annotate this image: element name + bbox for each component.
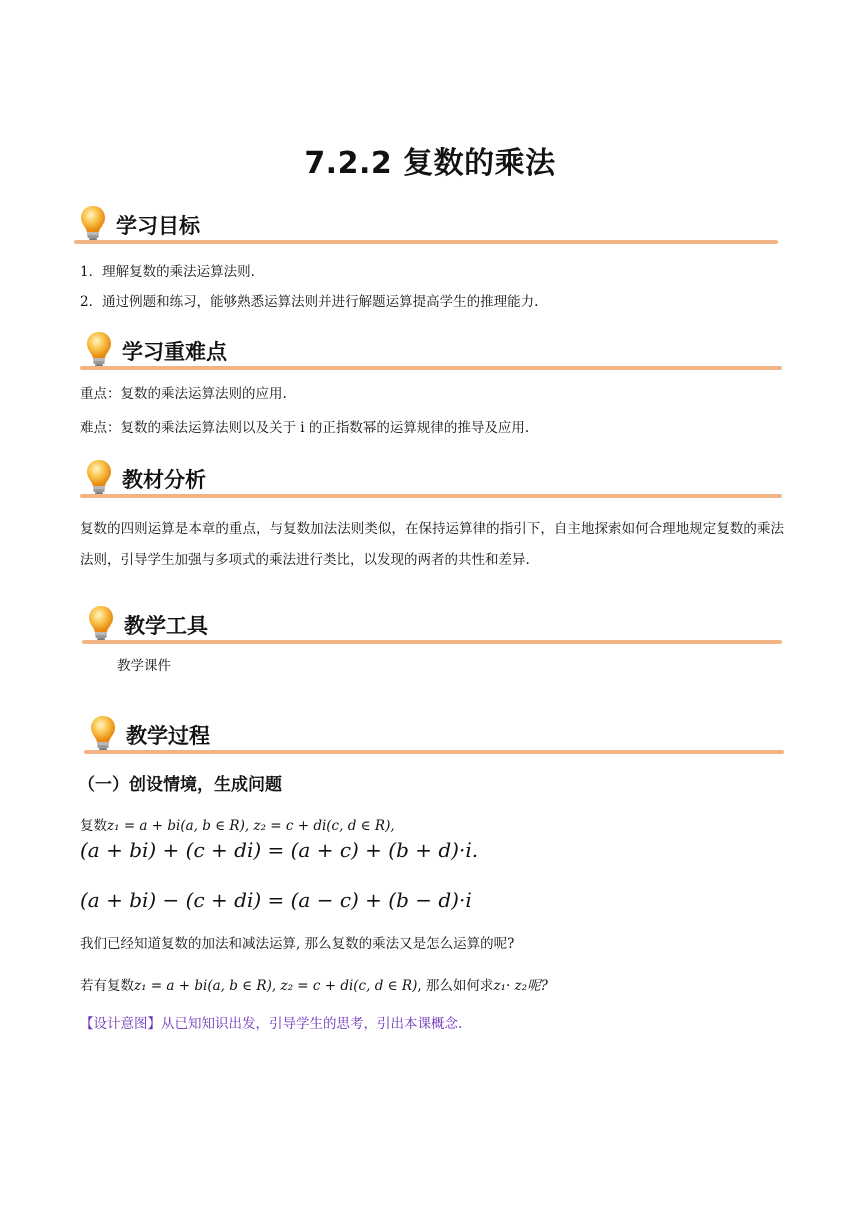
question2-math: z₁ = a + bi(a, b ∈ R), z₂ = c + di(c, d ∈ R) — [134, 978, 418, 994]
tools-text: 教学课件 — [117, 658, 171, 674]
intro-math: z₁ = a + bi(a, b ∈ R), z₂ = c + di(c, d ∈ R), — [107, 818, 395, 834]
lightbulb-icon — [84, 330, 114, 370]
design-intent — [80, 1014, 462, 1034]
section-title: 教材分析 — [122, 468, 206, 492]
page-title: 7.2.2 复数的乘法 — [304, 146, 556, 181]
question2-mid: , 那么如何求 — [417, 978, 494, 994]
section-header-analysis — [80, 458, 782, 498]
section-title: 教学工具 — [124, 614, 208, 638]
subsection-title: （一）创设情境，生成问题 — [78, 775, 282, 795]
section-divider — [80, 366, 782, 370]
section-title: 教学过程 — [126, 724, 210, 748]
section-divider — [80, 494, 782, 498]
section-title: 学习目标 — [116, 214, 200, 238]
section-header-process — [84, 714, 784, 754]
section-title: 学习重难点 — [122, 340, 227, 364]
equation-addition: (a + bi) + (c + di) = (a + c) + (b + d)·i. — [80, 838, 479, 862]
section-header-key-points — [80, 330, 782, 370]
question-line: 我们已经知道复数的加法和减法运算, 那么复数的乘法又是怎么运算的呢? — [80, 936, 515, 952]
question2-prefix: 若有复数 — [80, 978, 134, 994]
key-point-item: 重点：复数的乘法运算法则的应用. — [80, 386, 287, 402]
design-label: 【设计意图】 — [80, 1016, 161, 1032]
section-divider — [82, 640, 782, 644]
lightbulb-icon — [86, 604, 116, 644]
section-divider — [84, 750, 784, 754]
design-text: 从已知知识出发，引导学生的思考，引出本课概念. — [161, 1016, 463, 1032]
question2-math2: z₁· z₂ — [493, 978, 528, 994]
goal-item: 2．通过例题和练习，能够熟悉运算法则并进行解题运算提高学生的推理能力. — [80, 294, 539, 310]
intro-line — [80, 816, 395, 836]
question-line-2 — [80, 976, 548, 996]
goal-item: 1．理解复数的乘法运算法则. — [80, 264, 255, 280]
section-header-goals — [74, 204, 778, 244]
lightbulb-icon — [88, 714, 118, 754]
section-divider — [74, 240, 778, 244]
lightbulb-icon — [84, 458, 114, 498]
equation-subtraction: (a + bi) − (c + di) = (a − c) + (b − d)·i — [80, 888, 472, 912]
section-header-tools — [82, 604, 782, 644]
analysis-paragraph: 复数的四则运算是本章的重点，与复数加法法则类似，在保持运算律的指引下，自主地探索如何合理地规定复数的乘法法则，引导学生加强与多项式的乘法进行类比，以发现的两者的共性和差异. — [80, 521, 784, 568]
lightbulb-icon — [78, 204, 108, 244]
key-point-item: 难点：复数的乘法运算法则以及关于 i 的正指数幂的运算规律的推导及应用. — [80, 420, 530, 436]
question2-suffix: 呢? — [527, 978, 548, 994]
intro-prefix: 复数 — [80, 818, 107, 834]
